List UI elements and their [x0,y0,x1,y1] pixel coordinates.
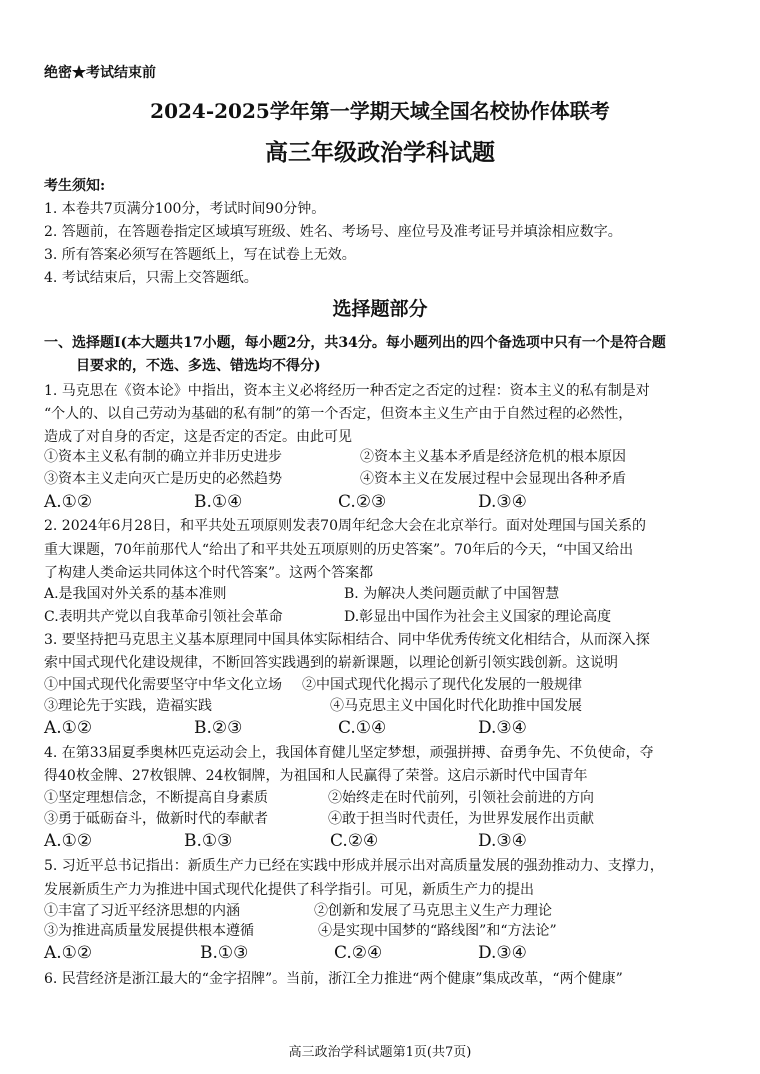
question-3-option-d: D.③④ [478,718,527,738]
section-instruction: 一、选择题Ⅰ(本大题共17小题，每小题2分，共34分。每小题列出的四个备选项中只有一个是符合题 [44,335,666,351]
question-1-option-d: D.③④ [478,492,527,512]
question-4-option-b: B.①③ [184,831,233,851]
question-1-item: ④资本主义在发展过程中会显现出各种矛盾 [360,471,626,487]
exam-title: 2024-2025学年第一学期天域全国名校协作体联考 [150,99,610,123]
question-3-text: 3. 要坚持把马克思主义基本原理同中国具体实际相结合、同中华优秀传统文化相结合，从而深入探 [44,632,650,648]
question-3-item: ③理论先于实践，造福实践 [44,698,212,714]
section-instruction: 目要求的，不选、多选、错选均不得分) [76,358,321,374]
question-3-option-c: C.①④ [338,718,387,738]
question-1-option-c: C.②③ [338,492,387,512]
question-5-text: 发展新质生产力为推进中国式现代化提供了科学指引。可见，新质生产力的提出 [44,882,534,898]
question-5-item: ④是实现中国梦的“路线图”和“方法论” [318,923,557,939]
question-2-text: 了构建人类命运共同体这个时代答案”。这两个答案都 [44,565,374,581]
notice-item: 4. 考试结束后，只需上交答题纸。 [44,270,258,286]
question-3-item: ②中国式现代化揭示了现代化发展的一般规律 [302,677,582,693]
question-3-item: ①中国式现代化需要坚守中华文化立场 [44,677,282,693]
question-3-text: 索中国式现代化建设规律，不断回答实践遇到的崭新课题，以理论创新引领实践创新。这说明 [44,655,618,671]
question-4-item: ③勇于砥砺奋斗，做新时代的奉献者 [44,811,268,827]
question-5-item: ③为推进高质量发展提供根本遵循 [44,923,254,939]
question-5-option-b: B.①③ [200,943,249,963]
question-3-option-a: A.①② [44,718,93,738]
confidential-label: 绝密★考试结束前 [44,65,156,81]
notice-item: 1. 本卷共7页满分100分，考试时间90分钟。 [44,201,326,217]
question-1-text: 造成了对自身的否定，这是否定的否定。由此可见 [44,429,352,445]
question-4-item: ①坚定理想信念，不断提高自身素质 [44,790,268,806]
question-1-option-a: A.①② [44,492,93,512]
question-3-option-b: B.②③ [194,718,243,738]
question-4-item: ④敢于担当时代责任，为世界发展作出贡献 [328,811,594,827]
notice-heading: 考生须知: [44,178,106,194]
question-4-option-c: C.②④ [330,831,379,851]
question-2-option-c: C.表明共产党以自我革命引领社会革命 [44,609,283,625]
question-5-option-c: C.②④ [334,943,383,963]
question-1-text: 1. 马克思在《资本论》中指出，资本主义必将经历一种否定之否定的过程：资本主义的私有制是对 [44,383,650,399]
question-4-text: 4. 在第33届夏季奥林匹克运动会上，我国体育健儿坚定梦想，顽强拼搏、奋勇争先、不负使命，夺 [44,745,654,761]
question-5-item: ①丰富了习近平经济思想的内涵 [44,903,240,919]
question-3-item: ④马克思主义中国化时代化助推中国发展 [330,698,582,714]
question-5-option-a: A.①② [44,943,93,963]
exam-subtitle: 高三年级政治学科试题 [265,139,495,166]
question-5-text: 5. 习近平总书记指出：新质生产力已经在实践中形成并展示出对高质量发展的强劲推动力、支撑力， [44,858,664,874]
question-4-text: 得40枚金牌、27枚银牌、24枚铜牌，为祖国和人民赢得了荣誉。这启示新时代中国青年 [44,768,588,784]
question-2-text: 重大课题，70年前那代人“给出了和平共处五项原则的历史答案”。70年后的今天，“中国又给出 [44,542,634,558]
question-5-item: ②创新和发展了马克思主义生产力理论 [314,903,552,919]
question-5-option-d: D.③④ [478,943,527,963]
question-4-item: ②始终走在时代前列，引领社会前进的方向 [328,790,594,806]
question-1-option-b: B.①④ [194,492,243,512]
question-1-item: ②资本主义基本矛盾是经济危机的根本原因 [360,449,626,465]
notice-item: 3. 所有答案必须写在答题纸上，写在试卷上无效。 [44,247,356,263]
question-6-text: 6. 民营经济是浙江最大的“金字招牌”。当前，浙江全力推进“两个健康”集成改革，“两个健康” [44,971,623,987]
question-2-option-a: A.是我国对外关系的基本准则 [44,586,227,602]
question-2-option-b: B. 为解决人类问题贡献了中国智慧 [344,586,560,602]
question-1-item: ①资本主义私有制的确立并非历史进步 [44,449,282,465]
page-footer: 高三政治学科试题第1页(共7页) [288,1045,472,1060]
question-1-text: “个人的、以自己劳动为基础的私有制”的第一个否定，但资本主义生产由于自然过程的必然性， [44,406,633,422]
notice-item: 2. 答题前，在答题卷指定区域填写班级、姓名、考场号、座位号及准考证号并填涂相应数字。 [44,224,622,240]
question-2-text: 2. 2024年6月28日，和平共处五项原则发表70周年纪念大会在北京举行。面对处理国与国关系的 [44,518,646,534]
question-1-item: ③资本主义走向灭亡是历史的必然趋势 [44,471,282,487]
section-title: 选择题部分 [332,298,428,320]
question-4-option-a: A.①② [44,831,93,851]
question-2-option-d: D.彰显出中国作为社会主义国家的理论高度 [344,609,612,625]
question-4-option-d: D.③④ [478,831,527,851]
